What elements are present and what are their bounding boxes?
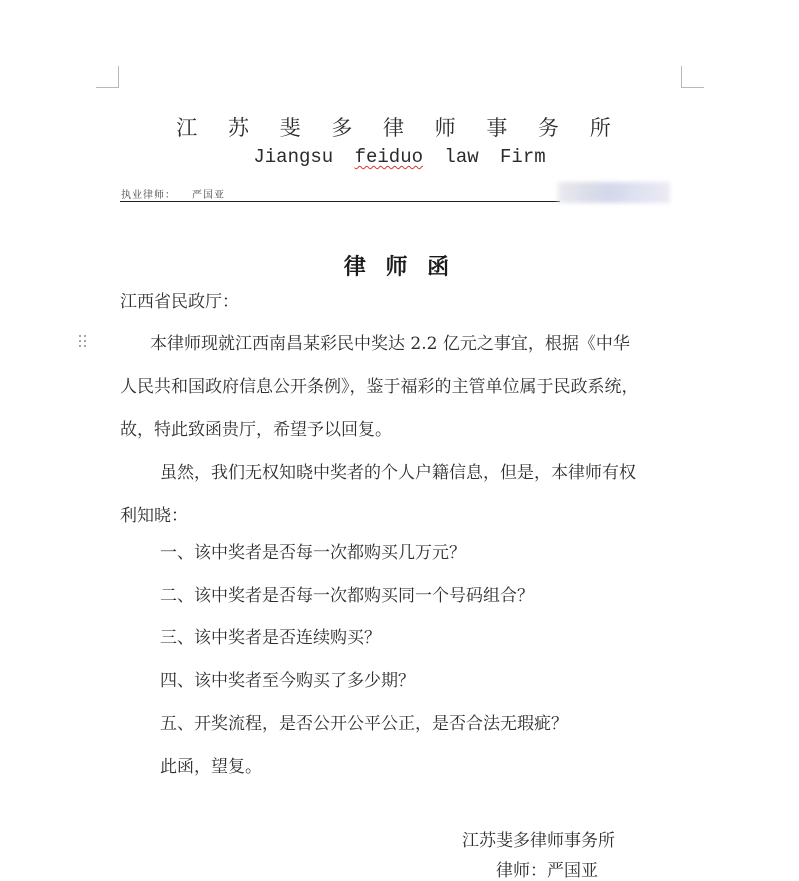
- lawyer-name: 严国亚: [192, 190, 225, 201]
- signature-lawyer: 律师：严国亚: [496, 861, 598, 881]
- signature-firm: 江苏斐多律师事务所: [462, 831, 615, 851]
- document-title: 律 师 函: [343, 254, 456, 280]
- crop-mark-top-left: [96, 66, 119, 88]
- question-item: 五、开奖流程，是否公开公平公正，是否合法无瑕疵？: [160, 714, 568, 734]
- firm-name-english: [0, 146, 799, 168]
- paragraph-1-line-2: 人民共和国政府信息公开条例》，鉴于福彩的主管单位属于民政系统，: [120, 377, 639, 397]
- paragraph-2-line-2: 利知晓：: [120, 506, 188, 526]
- firm-name-en-word-1: Jiangsu: [253, 146, 334, 168]
- firm-name-chinese: 江 苏 斐 多 律 师 事 务 所: [176, 116, 623, 140]
- closing-line: 此函，望复。: [160, 757, 262, 777]
- header-divider: [120, 201, 560, 202]
- paragraph-1-line-1: 本律师现就江西南昌某彩民中奖达 2.2 亿元之事宜，根据《中华: [150, 334, 630, 354]
- question-item: 三、该中奖者是否连续购买？: [160, 628, 381, 648]
- redacted-blur: [558, 182, 670, 203]
- crop-mark-top-right: [681, 66, 704, 88]
- lawyer-label: 执业律师：: [121, 190, 176, 201]
- firm-name-en-word-3: law Firm: [444, 146, 546, 168]
- salutation: 江西省民政厅：: [120, 292, 239, 312]
- paragraph-1-line-3: 故，特此致函贵厅，希望予以回复。: [120, 420, 392, 440]
- lawyer-line: [121, 186, 225, 201]
- question-item: 一、该中奖者是否每一次都购买几万元？: [160, 543, 466, 563]
- firm-name-en-word-2-spellcheck: feiduo: [354, 146, 424, 168]
- question-item: 四、该中奖者至今购买了多少期？: [160, 671, 415, 691]
- paragraph-drag-handle-icon[interactable]: [78, 334, 88, 348]
- paragraph-2-line-1: 虽然，我们无权知晓中奖者的个人户籍信息，但是，本律师有权: [160, 463, 636, 483]
- question-item: 二、该中奖者是否每一次都购买同一个号码组合？: [160, 586, 534, 606]
